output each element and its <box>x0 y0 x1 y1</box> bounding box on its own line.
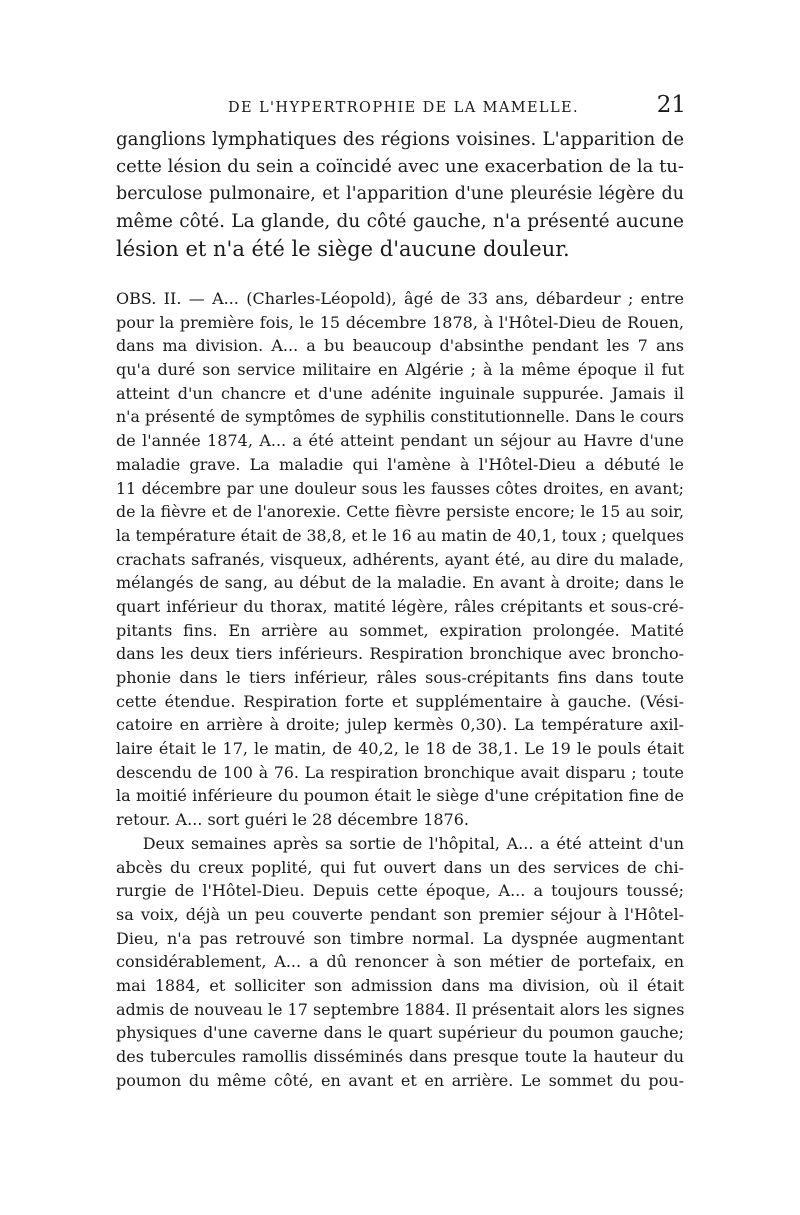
text-line: mélangés de sang, au début de la maladie. En avant à droite; dans le <box>116 573 684 593</box>
page-number: 21 <box>656 92 686 118</box>
text-line: ganglions lymphatiques des régions voisines. L'apparition de <box>116 129 684 150</box>
text-line: descendu de 100 à 76. La respiration bronchique avait disparu ; toute <box>116 762 684 782</box>
text-line: admis de nouveau le 17 septembre 1884. Il présentait alors les signes <box>116 999 685 1019</box>
text-line: retour. A... sort guéri le 28 décembre 1876. <box>116 810 469 830</box>
text-line: de l'année 1874, A... a été atteint pendant un séjour au Havre d'une <box>116 431 684 451</box>
text-line: abcès du creux poplité, qui fut ouvert dans un des services de chi- <box>116 857 684 877</box>
text-line: phonie dans le tiers inférieur, râles sous-crépitants fins dans toute <box>116 668 684 687</box>
text-line: laire était le 17, le matin, de 40,2, le 18 de 38,1. Le 19 le pouls était <box>116 739 684 759</box>
text-line: de la fièvre et de l'anorexie. Cette fièvre persiste encore; le 15 au soir, <box>116 502 684 522</box>
text-line: poumon du même côté, en avant et en arrière. Le sommet du pou- <box>116 1070 684 1090</box>
text-line: Deux semaines après sa sortie de l'hôpital, A... a été atteint d'un <box>116 833 684 853</box>
text-line: pour la première fois, le 15 décembre 1878, à l'Hôtel-Dieu de Rouen, <box>116 312 684 332</box>
observation-paragraph <box>116 287 684 1092</box>
text-line: des tubercules ramollis disséminés dans presque toute la hauteur du <box>116 1047 684 1066</box>
text-line: atteint d'un chancre et d'une adénite inguinale suppurée. Jamais il <box>116 383 684 403</box>
text-line: cette étendue. Respiration forte et supplémentaire à gauche. (Vési- <box>116 691 684 711</box>
text-line: la température était de 38,8, et le 16 au matin de 40,1, toux ; quelques <box>116 525 684 545</box>
text-line: OBS. II. — A... (Charles-Léopold), âgé de 33 ans, débardeur ; entre <box>116 289 684 308</box>
intro-paragraph <box>116 126 684 263</box>
text-line: considérablement, A... a dû renoncer à son métier de portefaix, en <box>116 952 684 972</box>
text-line: rurgie de l'Hôtel-Dieu. Depuis cette époque, A... a toujours toussé; <box>116 881 684 901</box>
text-line: physiques d'une caverne dans le quart supérieur du poumon gauche; <box>116 1023 684 1043</box>
text-line: cette lésion du sein a coïncidé avec une exacerbation de la tu- <box>116 156 684 178</box>
text-line: même côté. La glande, du côté gauche, n'a présenté aucune <box>116 211 684 233</box>
text-line: qu'a duré son service militaire en Algérie ; à la même époque il fut <box>116 360 684 380</box>
text-line: n'a présenté de symptômes de syphilis constitutionnelle. Dans le cours <box>116 407 684 427</box>
text-line: berculose pulmonaire, et l'apparition d'une pleurésie légère du <box>116 183 684 204</box>
text-line: dans les deux tiers inférieurs. Respiration bronchique avec broncho- <box>116 644 684 664</box>
running-head <box>116 92 686 122</box>
text-line: catoire en arrière à droite; julep kermès 0,30). La température axil- <box>116 715 684 735</box>
text-line: maladie grave. La maladie qui l'amène à l'Hôtel-Dieu a débuté le <box>116 454 684 474</box>
text-line: sa voix, déjà un peu couverte pendant son premier séjour à l'Hôtel- <box>116 904 684 924</box>
running-head-title: DE L'HYPERTROPHIE DE LA MAMELLE. <box>228 100 579 116</box>
text-line: Dieu, n'a pas retrouvé son timbre normal. La dyspnée augmentant <box>116 928 684 948</box>
text-line: lésion et n'a été le siège d'aucune douleur. <box>116 236 570 261</box>
text-line: dans ma division. A... a bu beaucoup d'absinthe pendant les 7 ans <box>116 336 684 356</box>
text-line: quart inférieur du thorax, matité légère, râles crépitants et sous-cré- <box>116 596 684 616</box>
text-line: pitants fins. En arrière au sommet, expiration prolongée. Matité <box>116 620 684 640</box>
text-line: la moitié inférieure du poumon était le siège d'une crépitation fine de <box>116 786 684 806</box>
text-line: mai 1884, et solliciter son admission dans ma division, où il était <box>116 975 684 995</box>
text-line: crachats safranés, visqueux, adhérents, ayant été, au dire du malade, <box>116 549 684 569</box>
text-line: 11 décembre par une douleur sous les fausses côtes droites, en avant; <box>116 478 684 498</box>
